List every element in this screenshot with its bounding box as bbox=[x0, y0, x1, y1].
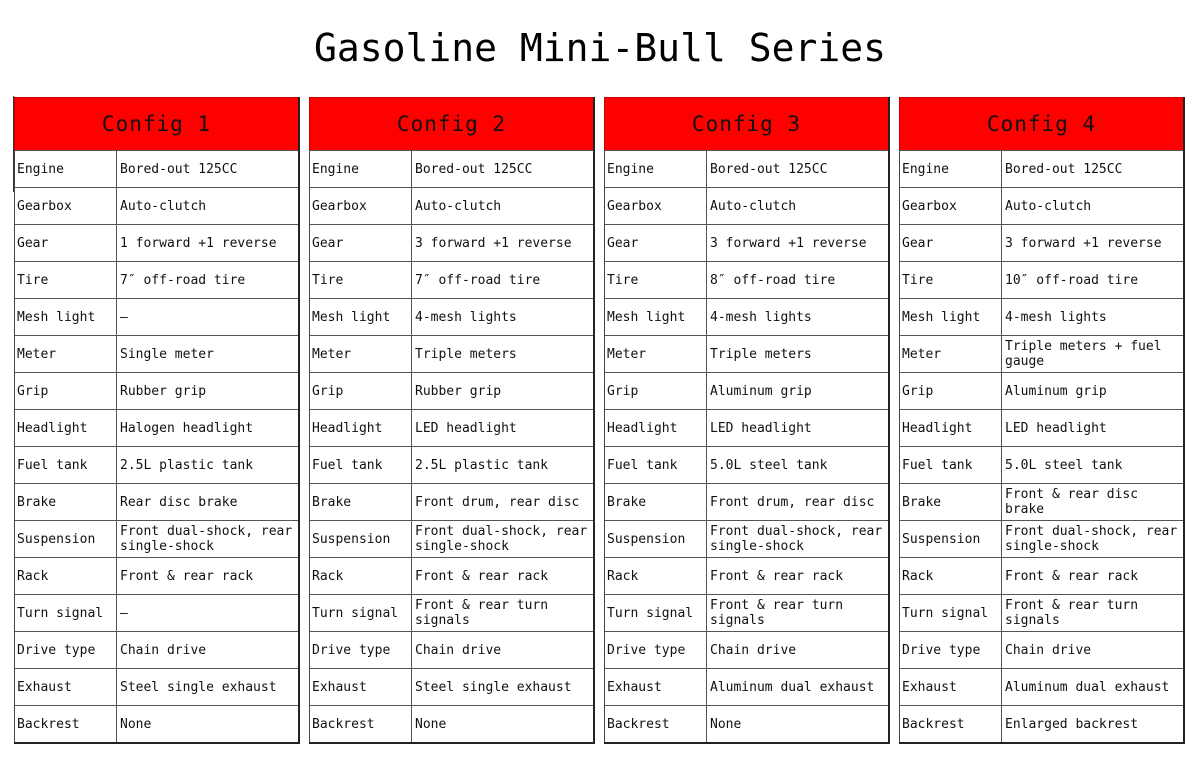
spec-value: Rubber grip bbox=[415, 383, 502, 399]
table-row bbox=[900, 668, 1183, 705]
spec-value: Bored-out 125CC bbox=[710, 161, 828, 177]
spec-label: Backrest bbox=[310, 706, 412, 742]
spec-label: Suspension bbox=[605, 521, 707, 557]
table-row bbox=[15, 520, 298, 557]
table-row bbox=[15, 557, 298, 594]
spec-value: Triple meters bbox=[415, 346, 517, 362]
spec-value: Auto-clutch bbox=[120, 198, 207, 214]
spec-value: Front & rear rack bbox=[415, 568, 549, 584]
spec-label: Meter bbox=[310, 336, 412, 372]
spec-value: 3 forward +1 reverse bbox=[1005, 235, 1162, 251]
table-row bbox=[900, 372, 1183, 409]
table-row bbox=[605, 668, 888, 705]
table-row bbox=[900, 446, 1183, 483]
table-row bbox=[900, 187, 1183, 224]
spec-value: 10″ off-road tire bbox=[1005, 272, 1139, 288]
spec-label: Rack bbox=[310, 558, 412, 594]
spec-value: Rear disc brake bbox=[120, 494, 238, 510]
table-row bbox=[310, 261, 593, 298]
table-row bbox=[900, 298, 1183, 335]
spec-value: LED headlight bbox=[710, 420, 812, 436]
table-row bbox=[900, 261, 1183, 298]
table-row bbox=[310, 483, 593, 520]
table-row bbox=[15, 335, 298, 372]
table-row bbox=[605, 372, 888, 409]
spec-label: Turn signal bbox=[605, 595, 707, 631]
spec-label: Exhaust bbox=[310, 669, 412, 705]
config-table-1 bbox=[14, 97, 300, 744]
spec-label: Brake bbox=[900, 484, 1002, 520]
spec-rows bbox=[604, 150, 888, 742]
spec-label: Rack bbox=[900, 558, 1002, 594]
spec-label: Engine bbox=[900, 151, 1002, 187]
table-row bbox=[310, 594, 593, 631]
table-row bbox=[605, 631, 888, 668]
spec-label: Tire bbox=[605, 262, 707, 298]
spec-value: 7″ off-road tire bbox=[415, 272, 541, 288]
spec-value: Chain drive bbox=[415, 642, 502, 658]
spec-label: Meter bbox=[900, 336, 1002, 372]
spec-value: Halogen headlight bbox=[120, 420, 254, 436]
spec-value: LED headlight bbox=[415, 420, 517, 436]
spec-value: 5.0L steel tank bbox=[1005, 457, 1123, 473]
spec-label: Headlight bbox=[605, 410, 707, 446]
spec-value: 2.5L plastic tank bbox=[415, 457, 549, 473]
spec-value: None bbox=[710, 716, 742, 732]
table-row bbox=[605, 409, 888, 446]
spec-value: Bored-out 125CC bbox=[1005, 161, 1123, 177]
spec-label: Exhaust bbox=[900, 669, 1002, 705]
spec-label: Gearbox bbox=[900, 188, 1002, 224]
table-row bbox=[15, 668, 298, 705]
table-row bbox=[15, 446, 298, 483]
spec-label: Rack bbox=[605, 558, 707, 594]
spec-label: Gear bbox=[15, 225, 117, 261]
spec-label: Gearbox bbox=[15, 188, 117, 224]
spec-value: 4-mesh lights bbox=[415, 309, 517, 325]
spec-label: Suspension bbox=[310, 521, 412, 557]
spec-value: Front dual-shock, rear single-shock bbox=[1005, 524, 1178, 554]
spec-value: Auto-clutch bbox=[415, 198, 502, 214]
spec-label: Brake bbox=[15, 484, 117, 520]
spec-value: Triple meters + fuel gauge bbox=[1005, 339, 1162, 369]
spec-label: Brake bbox=[605, 484, 707, 520]
table-row bbox=[900, 409, 1183, 446]
spec-label: Gear bbox=[900, 225, 1002, 261]
spec-value: Chain drive bbox=[120, 642, 207, 658]
table-row bbox=[15, 187, 298, 224]
spec-value: Front & rear rack bbox=[710, 568, 844, 584]
spec-value: Rubber grip bbox=[120, 383, 207, 399]
spec-label: Mesh light bbox=[605, 299, 707, 335]
config-header: Config 1 bbox=[14, 97, 298, 150]
table-row bbox=[310, 631, 593, 668]
spec-label: Fuel tank bbox=[310, 447, 412, 483]
table-row bbox=[310, 705, 593, 742]
spec-label: Fuel tank bbox=[15, 447, 117, 483]
spec-label: Gear bbox=[605, 225, 707, 261]
spec-value: None bbox=[415, 716, 447, 732]
table-row bbox=[605, 150, 888, 187]
spec-value: Triple meters bbox=[710, 346, 812, 362]
spec-label: Exhaust bbox=[605, 669, 707, 705]
config-header: Config 2 bbox=[309, 97, 593, 150]
config-table-3 bbox=[604, 97, 890, 744]
spec-label: Backrest bbox=[900, 706, 1002, 742]
config-header: Config 3 bbox=[604, 97, 888, 150]
table-row bbox=[310, 668, 593, 705]
spec-label: Grip bbox=[310, 373, 412, 409]
spec-rows bbox=[14, 150, 298, 742]
table-row bbox=[310, 187, 593, 224]
table-row bbox=[310, 335, 593, 372]
table-row bbox=[15, 409, 298, 446]
table-row bbox=[310, 298, 593, 335]
spec-value: Front dual-shock, rear single-shock bbox=[120, 524, 293, 554]
spec-value: Aluminum grip bbox=[710, 383, 812, 399]
spec-label: Gearbox bbox=[310, 188, 412, 224]
spec-label: Headlight bbox=[900, 410, 1002, 446]
spec-value: 2.5L plastic tank bbox=[120, 457, 254, 473]
spec-value: Chain drive bbox=[1005, 642, 1092, 658]
table-row bbox=[310, 372, 593, 409]
spec-value: 4-mesh lights bbox=[1005, 309, 1107, 325]
config-table-4 bbox=[899, 97, 1185, 744]
spec-rows bbox=[899, 150, 1183, 742]
spec-value: Steel single exhaust bbox=[415, 679, 572, 695]
spec-label: Drive type bbox=[15, 632, 117, 668]
spec-label: Rack bbox=[15, 558, 117, 594]
spec-label: Turn signal bbox=[310, 595, 412, 631]
spec-value: Front dual-shock, rear single-shock bbox=[415, 524, 588, 554]
table-row bbox=[15, 261, 298, 298]
spec-rows bbox=[309, 150, 593, 742]
spec-value: Aluminum dual exhaust bbox=[1005, 679, 1170, 695]
table-row bbox=[310, 224, 593, 261]
table-row bbox=[15, 150, 298, 187]
spec-label: Grip bbox=[15, 373, 117, 409]
spec-value: — bbox=[120, 309, 128, 325]
spec-value: 7″ off-road tire bbox=[120, 272, 246, 288]
table-row bbox=[900, 520, 1183, 557]
table-row bbox=[310, 150, 593, 187]
table-row bbox=[900, 557, 1183, 594]
spec-label: Suspension bbox=[900, 521, 1002, 557]
spec-value: Front dual-shock, rear single-shock bbox=[710, 524, 883, 554]
spec-label: Backrest bbox=[15, 706, 117, 742]
table-row bbox=[605, 520, 888, 557]
spec-label: Engine bbox=[605, 151, 707, 187]
table-row bbox=[310, 520, 593, 557]
table-row bbox=[15, 705, 298, 742]
spec-label: Fuel tank bbox=[900, 447, 1002, 483]
spec-value: Front & rear rack bbox=[120, 568, 254, 584]
table-row bbox=[605, 261, 888, 298]
spec-label: Gearbox bbox=[605, 188, 707, 224]
spec-label: Headlight bbox=[310, 410, 412, 446]
spec-label: Turn signal bbox=[900, 595, 1002, 631]
spec-value: Enlarged backrest bbox=[1005, 716, 1139, 732]
spec-label: Fuel tank bbox=[605, 447, 707, 483]
table-row bbox=[605, 335, 888, 372]
spec-label: Grip bbox=[605, 373, 707, 409]
spec-value: Single meter bbox=[120, 346, 214, 362]
table-row bbox=[605, 594, 888, 631]
spec-value: Auto-clutch bbox=[710, 198, 797, 214]
spec-label: Backrest bbox=[605, 706, 707, 742]
spec-label: Brake bbox=[310, 484, 412, 520]
spec-value: Front drum, rear disc bbox=[415, 494, 580, 510]
table-row bbox=[605, 187, 888, 224]
page-title: Gasoline Mini-Bull Series bbox=[314, 26, 886, 70]
table-row bbox=[15, 372, 298, 409]
spec-value: 8″ off-road tire bbox=[710, 272, 836, 288]
table-row bbox=[605, 705, 888, 742]
spec-label: Gear bbox=[310, 225, 412, 261]
table-row bbox=[15, 298, 298, 335]
spec-value: Front & rear rack bbox=[1005, 568, 1139, 584]
spec-label: Grip bbox=[900, 373, 1002, 409]
spec-value: LED headlight bbox=[1005, 420, 1107, 436]
spec-value: 1 forward +1 reverse bbox=[120, 235, 277, 251]
table-row bbox=[15, 224, 298, 261]
spec-value: Aluminum dual exhaust bbox=[710, 679, 875, 695]
table-row bbox=[900, 483, 1183, 520]
spec-label: Drive type bbox=[900, 632, 1002, 668]
spec-label: Exhaust bbox=[15, 669, 117, 705]
spec-value: Auto-clutch bbox=[1005, 198, 1092, 214]
table-row bbox=[15, 594, 298, 631]
spec-value: Bored-out 125CC bbox=[415, 161, 533, 177]
table-row bbox=[900, 631, 1183, 668]
spec-value: 3 forward +1 reverse bbox=[415, 235, 572, 251]
config-table-2 bbox=[309, 97, 595, 744]
spec-value: Chain drive bbox=[710, 642, 797, 658]
spec-label: Tire bbox=[310, 262, 412, 298]
table-row bbox=[605, 483, 888, 520]
table-row bbox=[15, 631, 298, 668]
spec-value: None bbox=[120, 716, 152, 732]
table-row bbox=[310, 446, 593, 483]
table-row bbox=[900, 335, 1183, 372]
spec-label: Mesh light bbox=[900, 299, 1002, 335]
table-row bbox=[310, 557, 593, 594]
spec-label: Drive type bbox=[605, 632, 707, 668]
table-row bbox=[900, 150, 1183, 187]
config-header: Config 4 bbox=[899, 97, 1183, 150]
spec-label: Engine bbox=[15, 151, 117, 187]
spec-label: Tire bbox=[15, 262, 117, 298]
spec-label: Drive type bbox=[310, 632, 412, 668]
spec-value: — bbox=[120, 605, 128, 621]
spec-label: Tire bbox=[900, 262, 1002, 298]
spec-label: Engine bbox=[310, 151, 412, 187]
spec-label: Meter bbox=[605, 336, 707, 372]
spec-value: 3 forward +1 reverse bbox=[710, 235, 867, 251]
table-row bbox=[15, 483, 298, 520]
spec-label: Headlight bbox=[15, 410, 117, 446]
table-row bbox=[900, 224, 1183, 261]
table-row bbox=[310, 409, 593, 446]
spec-label: Mesh light bbox=[15, 299, 117, 335]
spec-value: Aluminum grip bbox=[1005, 383, 1107, 399]
spec-label: Suspension bbox=[15, 521, 117, 557]
spec-label: Meter bbox=[15, 336, 117, 372]
spec-value: 4-mesh lights bbox=[710, 309, 812, 325]
spec-value: Steel single exhaust bbox=[120, 679, 277, 695]
spec-label: Turn signal bbox=[15, 595, 117, 631]
spec-value: Front drum, rear disc bbox=[710, 494, 875, 510]
table-row bbox=[605, 557, 888, 594]
table-row bbox=[605, 224, 888, 261]
spec-value: Front & rear turn signals bbox=[710, 598, 844, 628]
table-row bbox=[605, 446, 888, 483]
table-row bbox=[605, 298, 888, 335]
spec-value: Front & rear turn signals bbox=[1005, 598, 1139, 628]
spec-value: Front & rear disc brake bbox=[1005, 487, 1139, 517]
spec-value: Bored-out 125CC bbox=[120, 161, 238, 177]
table-row bbox=[900, 705, 1183, 742]
table-row bbox=[900, 594, 1183, 631]
spec-label: Mesh light bbox=[310, 299, 412, 335]
spec-value: Front & rear turn signals bbox=[415, 598, 549, 628]
spec-value: 5.0L steel tank bbox=[710, 457, 828, 473]
